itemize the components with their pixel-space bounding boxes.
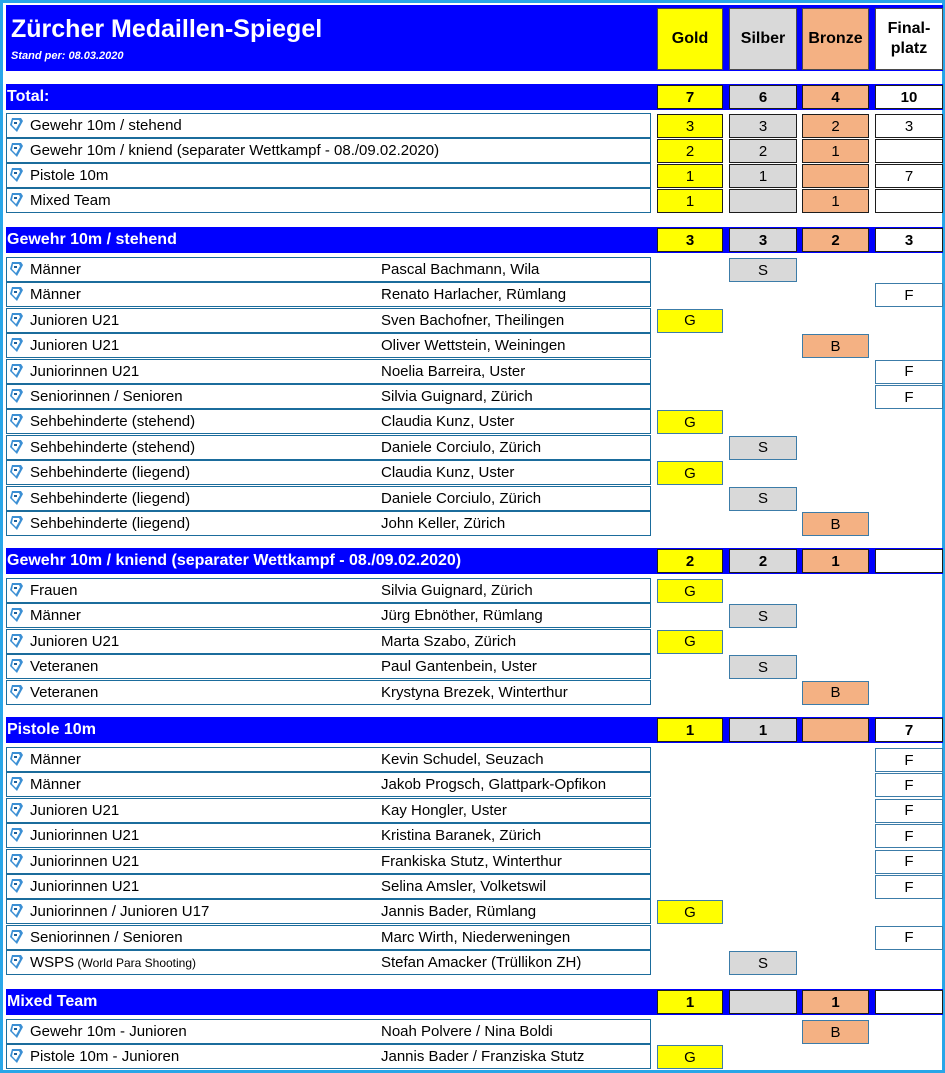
medal-gold-badge: G: [657, 1045, 723, 1069]
medal-final-badge: F: [875, 926, 943, 950]
total-row-gold: 1: [657, 164, 723, 188]
row-athlete: Frankiska Stutz, Winterthur: [381, 852, 562, 870]
section-0-gold-count: 3: [657, 228, 723, 252]
medal-final-badge: F: [875, 773, 943, 797]
total-row-silber: 1: [729, 164, 797, 188]
medal-final-badge: F: [875, 850, 943, 874]
stand-date: Stand per: 08.03.2020: [11, 50, 124, 62]
category-text: Männer: [30, 607, 81, 625]
rifle-icon: [8, 827, 24, 843]
row-category: [30, 802, 119, 819]
section-3-silber-count: [729, 990, 797, 1014]
row-category: [30, 1023, 187, 1040]
total-title: Total:: [7, 88, 50, 105]
row-athlete: Jakob Progsch, Glattpark-Opfikon: [381, 776, 607, 794]
total-row-final: 3: [875, 114, 943, 138]
row-category: [30, 464, 190, 481]
medal-gold-badge: G: [657, 630, 723, 654]
row-athlete: Oliver Wettstein, Weiningen: [381, 337, 566, 355]
rifle-icon: [8, 658, 24, 674]
category-text: Juniorinnen U21: [30, 852, 140, 870]
total-row-bronze: 1: [802, 189, 869, 213]
rifle-icon: [8, 464, 24, 480]
row-category: [30, 363, 139, 380]
row-athlete: Jürg Ebnöther, Rümlang: [381, 607, 543, 625]
row-category: [30, 776, 81, 793]
rifle-icon: [8, 878, 24, 894]
rifle-icon: [8, 363, 24, 379]
row-athlete: Jannis Bader, Rümlang: [381, 903, 537, 921]
row-athlete: Daniele Corciulo, Zürich: [381, 438, 542, 456]
medal-final-badge: F: [875, 283, 943, 307]
medal-gold-badge: G: [657, 579, 723, 603]
row-athlete: Jannis Bader / Franziska Stutz: [381, 1048, 585, 1066]
category-text: Juniorinnen U21: [30, 362, 140, 380]
row-athlete: Noah Polvere / Nina Boldi: [381, 1023, 553, 1040]
rifle-icon: [8, 582, 24, 598]
medal-silber-badge: S: [729, 951, 797, 975]
row-category: [30, 439, 195, 456]
row-category: [30, 903, 209, 920]
medal-silber-badge: S: [729, 487, 797, 511]
total-row-label: Gewehr 10m / kniend (separater Wettkampf - 08./09.02.2020): [30, 142, 440, 159]
medal-silber-badge: S: [729, 655, 797, 679]
category-text: Pistole 10m - Junioren: [30, 1048, 180, 1066]
medal-final-badge: F: [875, 360, 943, 384]
total-row-final: [875, 189, 943, 213]
row-category: [30, 878, 139, 895]
medal-gold-badge: G: [657, 900, 723, 924]
row-athlete: Kay Hongler, Uster: [381, 801, 507, 819]
medal-final-badge: F: [875, 875, 943, 899]
row-category: [30, 1048, 179, 1065]
section-2-title: Pistole 10m: [7, 721, 96, 738]
section-1-title: Gewehr 10m / kniend (separater Wettkampf - 08./09.02.2020): [7, 552, 462, 569]
row-athlete: Claudia Kunz, Uster: [381, 413, 515, 431]
total-final-count: 10: [875, 85, 943, 109]
row-category: [30, 261, 81, 278]
total-row-label: Pistole 10m: [30, 167, 109, 184]
rifle-icon: [8, 802, 24, 818]
row-athlete: Sven Bachofner, Theilingen: [381, 311, 565, 329]
row-athlete: Marta Szabo, Zürich: [381, 632, 517, 650]
row-athlete: Selina Amsler, Volketswil: [381, 878, 547, 895]
rifle-icon: [8, 286, 24, 302]
medal-gold-badge: G: [657, 410, 723, 434]
row-athlete: Pascal Bachmann, Wila: [381, 261, 540, 278]
rifle-icon: [8, 439, 24, 455]
rifle-icon: [8, 261, 24, 277]
category-text: Seniorinnen / Senioren: [30, 928, 183, 946]
category-text: Sehbehinderte (liegend): [30, 464, 191, 482]
row-category: [30, 929, 183, 946]
rifle-icon: [8, 413, 24, 429]
rifle-icon: [8, 312, 24, 328]
column-header-silber: Silber: [729, 8, 797, 70]
table-row: [6, 654, 651, 679]
section-2-final-count: 7: [875, 718, 943, 742]
total-row-bronze: [802, 164, 869, 188]
rifle-icon: [8, 192, 24, 208]
section-1-gold-count: 2: [657, 549, 723, 573]
table-row: [6, 603, 651, 628]
medal-final-badge: F: [875, 799, 943, 823]
final-header-line2: platz: [890, 40, 928, 57]
row-category: [30, 954, 196, 971]
total-row-gold: 3: [657, 114, 723, 138]
row-category: [30, 286, 81, 303]
category-text: Junioren U21: [30, 337, 120, 355]
section-0-final-count: 3: [875, 228, 943, 252]
medal-bronze-badge: B: [802, 512, 869, 536]
total-row-gold: 2: [657, 139, 723, 163]
rifle-icon: [8, 929, 24, 945]
rifle-icon: [8, 142, 24, 158]
rifle-icon: [8, 1023, 24, 1039]
medal-bronze-badge: B: [802, 334, 869, 358]
row-category: [30, 515, 190, 532]
column-header-gold: Gold: [657, 8, 723, 70]
category-text: Frauen: [30, 582, 78, 599]
table-row: [6, 578, 651, 603]
section-2-bronze-count: [802, 718, 869, 742]
medal-bronze-badge: B: [802, 1020, 869, 1044]
row-athlete: Noelia Barreira, Uster: [381, 362, 526, 380]
row-athlete: Paul Gantenbein, Uster: [381, 658, 537, 676]
row-category: [30, 388, 183, 405]
final-header-line1: Final-: [887, 20, 931, 37]
row-athlete: Marc Wirth, Niederweningen: [381, 928, 571, 946]
table-row: [6, 257, 651, 282]
table-row: [6, 747, 651, 772]
category-text: WSPS: [30, 954, 75, 972]
category-note: (World Para Shooting): [74, 956, 197, 971]
row-athlete: Kristina Baranek, Zürich: [381, 827, 542, 845]
section-1-silber-count: 2: [729, 549, 797, 573]
row-athlete: Krystyna Brezek, Winterthur: [381, 683, 568, 701]
total-silber-count: 6: [729, 85, 797, 109]
category-text: Sehbehinderte (stehend): [30, 413, 196, 431]
row-category: [30, 684, 98, 701]
row-athlete: John Keller, Zürich: [381, 515, 506, 532]
medal-bronze-badge: B: [802, 681, 869, 705]
rifle-icon: [8, 490, 24, 506]
total-row-bronze: 2: [802, 114, 869, 138]
total-gold-count: 7: [657, 85, 723, 109]
section-3-final-count: [875, 990, 943, 1014]
row-category: [30, 607, 81, 624]
total-bronze-count: 4: [802, 85, 869, 109]
total-row-gold: 1: [657, 189, 723, 213]
medal-final-badge: F: [875, 748, 943, 772]
row-category: [30, 853, 139, 870]
row-category: [30, 582, 78, 599]
rifle-icon: [8, 388, 24, 404]
row-athlete: Stefan Amacker (Trüllikon ZH): [381, 954, 582, 972]
row-category: [30, 658, 98, 675]
section-1-final-count: [875, 549, 943, 573]
row-category: [30, 827, 139, 844]
section-0-title: Gewehr 10m / stehend: [7, 231, 177, 248]
category-text: Männer: [30, 261, 81, 278]
category-text: Junioren U21: [30, 801, 120, 819]
page-title: Zürcher Medaillen-Spiegel: [11, 15, 323, 43]
rifle-icon: [8, 751, 24, 767]
row-category: [30, 413, 195, 430]
rifle-icon: [8, 117, 24, 133]
section-0-bronze-count: 2: [802, 228, 869, 252]
category-text: Veteranen: [30, 683, 99, 701]
medal-final-badge: F: [875, 385, 943, 409]
total-row-silber: [729, 189, 797, 213]
row-category: [30, 751, 81, 768]
section-2-silber-count: 1: [729, 718, 797, 742]
medal-silber-badge: S: [729, 604, 797, 628]
category-text: Gewehr 10m - Junioren: [30, 1023, 187, 1040]
category-text: Juniorinnen U21: [30, 878, 140, 895]
medal-silber-badge: S: [729, 436, 797, 460]
total-row-silber: 2: [729, 139, 797, 163]
section-3-bronze-count: 1: [802, 990, 869, 1014]
row-category: [30, 312, 119, 329]
medal-gold-badge: G: [657, 309, 723, 333]
row-category: [30, 633, 119, 650]
medal-gold-badge: G: [657, 461, 723, 485]
rifle-icon: [8, 167, 24, 183]
row-athlete: Claudia Kunz, Uster: [381, 464, 515, 482]
rifle-icon: [8, 853, 24, 869]
total-row-label: Mixed Team: [30, 192, 111, 209]
row-category: [30, 490, 190, 507]
category-text: Sehbehinderte (liegend): [30, 515, 191, 532]
category-text: Juniorinnen U21: [30, 827, 140, 845]
row-athlete: Silvia Guignard, Zürich: [381, 388, 533, 405]
rifle-icon: [8, 776, 24, 792]
rifle-icon: [8, 954, 24, 970]
column-header-finalplatz: [875, 8, 943, 70]
section-0-silber-count: 3: [729, 228, 797, 252]
total-row-bronze: 1: [802, 139, 869, 163]
category-text: Seniorinnen / Senioren: [30, 388, 183, 405]
row-category: [30, 337, 119, 354]
total-row-silber: 3: [729, 114, 797, 138]
section-3-title: Mixed Team: [7, 993, 98, 1010]
category-text: Sehbehinderte (liegend): [30, 489, 191, 507]
category-text: Juniorinnen / Junioren U17: [30, 903, 210, 921]
rifle-icon: [8, 337, 24, 353]
medal-silber-badge: S: [729, 258, 797, 282]
rifle-icon: [8, 607, 24, 623]
medal-final-badge: F: [875, 824, 943, 848]
category-text: Sehbehinderte (stehend): [30, 438, 196, 456]
rifle-icon: [8, 515, 24, 531]
row-athlete: Daniele Corciulo, Zürich: [381, 489, 542, 507]
total-row-label: Gewehr 10m / stehend: [30, 117, 182, 134]
rifle-icon: [8, 903, 24, 919]
category-text: Veteranen: [30, 658, 99, 676]
row-athlete: Renato Harlacher, Rümlang: [381, 286, 567, 304]
row-athlete: Kevin Schudel, Seuzach: [381, 751, 544, 768]
row-athlete: Silvia Guignard, Zürich: [381, 582, 533, 599]
category-text: Männer: [30, 286, 81, 304]
section-3-gold-count: 1: [657, 990, 723, 1014]
category-text: Männer: [30, 776, 81, 794]
section-1-bronze-count: 1: [802, 549, 869, 573]
category-text: Junioren U21: [30, 632, 120, 650]
total-row-final: [875, 139, 943, 163]
category-text: Junioren U21: [30, 311, 120, 329]
total-row-final: 7: [875, 164, 943, 188]
rifle-icon: [8, 1048, 24, 1064]
category-text: Männer: [30, 751, 81, 768]
section-2-gold-count: 1: [657, 718, 723, 742]
rifle-icon: [8, 633, 24, 649]
rifle-icon: [8, 684, 24, 700]
column-header-bronze: Bronze: [802, 8, 869, 70]
